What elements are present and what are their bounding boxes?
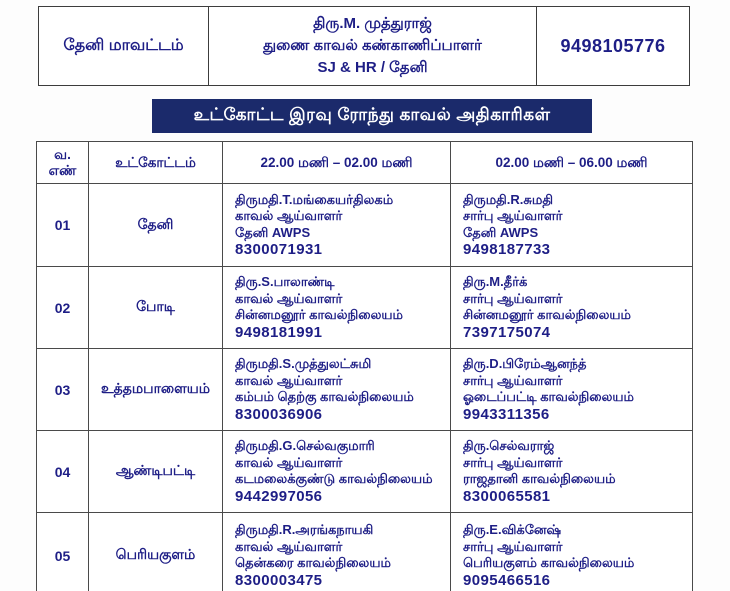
officer-station: கடமலைக்குண்டு காவல்நிலையம்: [235, 471, 433, 486]
officer-name: திருமதி.R.அரங்கநாயகி: [235, 522, 374, 537]
serial-cell: 05: [37, 513, 89, 591]
officer-station: கம்பம் தெற்கு காவல்நிலையம்: [235, 389, 414, 404]
roster-table: [36, 141, 693, 591]
officer-station: சின்னமனூர் காவல்நிலையம்: [463, 307, 631, 322]
shift2-officer-cell: [451, 513, 693, 591]
shift2-officer-cell: [451, 349, 693, 431]
officer-phone: 8300003475: [235, 571, 323, 589]
shift2-officer-cell: [451, 267, 693, 349]
officer-designation: சார்பு ஆய்வாளர்: [463, 208, 563, 223]
shift1-officer-cell: [223, 431, 451, 513]
table-row: [37, 184, 693, 267]
roster-header-row: [37, 142, 693, 184]
supervisor-name: திரு.M. முத்துராஜ்: [313, 15, 432, 32]
officer-name: திரு.D.பிரேம்ஆனந்த்: [463, 356, 587, 371]
officer-name: திரு.செல்வராஜ்: [463, 438, 555, 453]
shift1-officer-cell: [223, 513, 451, 591]
subdivision-cell: போடி: [89, 267, 223, 349]
shift1-officer-cell: [223, 267, 451, 349]
officer-name: திருமதி.R.சுமதி: [463, 191, 554, 207]
table-row: [37, 349, 693, 431]
officer-name: திருமதி.G.செல்வகுமாரி: [235, 438, 375, 453]
serial-cell: 02: [37, 267, 89, 349]
serial-column-header: [37, 142, 89, 184]
officer-phone: 7397175074: [463, 323, 551, 341]
officer-station: ராஜதானி காவல்நிலையம்: [463, 471, 616, 486]
officer-designation: காவல் ஆய்வாளர்: [235, 454, 343, 470]
officer-phone: 9498187733: [463, 241, 551, 258]
officer-designation: சார்பு ஆய்வாளர்: [463, 290, 563, 306]
officer-name: திரு.M.தீர்க்: [463, 274, 528, 289]
subdivision-column-header: உட்கோட்டம்: [89, 142, 223, 184]
officer-designation: சார்பு ஆய்வாளர்: [463, 454, 563, 470]
serial-header-line2: எண்: [48, 162, 77, 178]
officer-designation: காவல் ஆய்வாளர்: [235, 538, 343, 554]
subdivision-cell: ஆண்டிபட்டி: [89, 431, 223, 513]
officer-station: ஓடைப்பட்டி காவல்நிலையம்: [463, 389, 635, 404]
subdivision-cell: பெரியகுளம்: [89, 513, 223, 591]
shift2-column-header: 02.00 மணி – 06.00 மணி: [451, 142, 693, 184]
officer-station: தென்கரை காவல்நிலையம்: [235, 555, 391, 570]
serial-cell: 01: [37, 184, 89, 267]
shift1-officer-cell: [223, 184, 451, 267]
table-row: [37, 431, 693, 513]
banner-title: உட்கோட்ட இரவு ரோந்து காவல் அதிகாரிகள்: [193, 105, 551, 124]
supervisor-title: துணை காவல் கண்காணிப்பாளர்: [263, 37, 482, 54]
subdivision-cell: உத்தமபாளையம்: [89, 349, 223, 431]
supervisor-division: SJ & HR / தேனி: [317, 59, 428, 76]
supervisor-info-cell: [209, 7, 537, 85]
table-row: [37, 513, 693, 591]
shift1-column-header: 22.00 மணி – 02.00 மணி: [223, 142, 451, 184]
officer-phone: 9943311356: [463, 405, 550, 423]
serial-header-line1: வ.: [54, 146, 71, 162]
supervisor-phone: 9498105776: [560, 35, 666, 56]
officer-phone: 8300065581: [463, 487, 551, 505]
title-banner: [152, 99, 592, 133]
officer-station: தேனி AWPS: [235, 224, 311, 240]
officer-phone: 9498181991: [235, 323, 323, 341]
officer-name: திரு.E.விக்னேஷ்: [463, 522, 562, 537]
officer-phone: 8300036906: [235, 405, 323, 423]
officer-designation: காவல் ஆய்வாளர்: [235, 208, 343, 223]
serial-cell: 04: [37, 431, 89, 513]
officer-designation: காவல் ஆய்வாளர்: [235, 372, 343, 388]
officer-designation: காவல் ஆய்வாளர்: [235, 290, 343, 306]
shift2-officer-cell: [451, 431, 693, 513]
officer-name: திருமதி.S.முத்துலட்சுமி: [235, 356, 372, 371]
officer-name: திருமதி.T.மங்கையர்திலகம்: [235, 191, 394, 207]
officer-phone: 9095466516: [463, 571, 551, 589]
district-header-table: [38, 6, 690, 86]
officer-station: சின்னமனூர் காவல்நிலையம்: [235, 307, 403, 322]
table-row: [37, 267, 693, 349]
officer-designation: சார்பு ஆய்வாளர்: [463, 372, 563, 388]
officer-designation: சார்பு ஆய்வாளர்: [463, 538, 563, 554]
officer-station: தேனி AWPS: [463, 224, 539, 240]
officer-station: பெரியகுளம் காவல்நிலையம்: [463, 555, 635, 570]
serial-cell: 03: [37, 349, 89, 431]
officer-phone: 8300071931: [235, 241, 323, 258]
shift2-officer-cell: [451, 184, 693, 267]
subdivision-cell: தேனி: [89, 184, 223, 267]
shift1-officer-cell: [223, 349, 451, 431]
officer-name: திரு.S.பாலாண்டி: [235, 274, 335, 289]
district-name: தேனி மாவட்டம்: [39, 7, 209, 85]
officer-phone: 9442997056: [235, 487, 323, 505]
